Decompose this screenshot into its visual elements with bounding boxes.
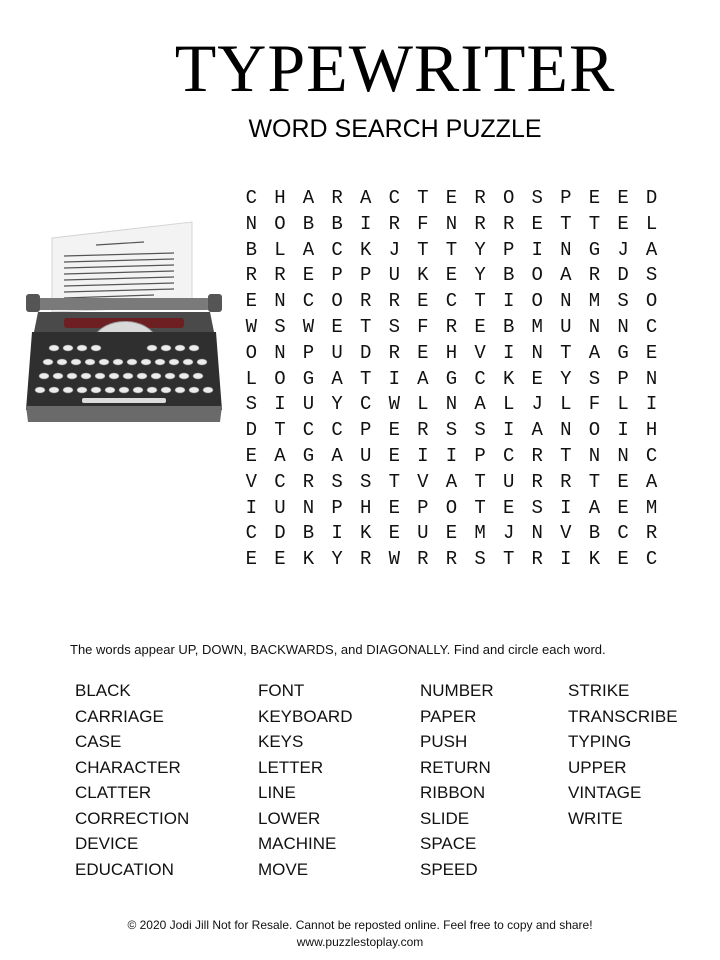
grid-letter: L xyxy=(617,393,629,416)
instructions: The words appear UP, DOWN, BACKWARDS, and DIAGONALLY. Find and circle each word. xyxy=(70,642,606,657)
grid-letter: R xyxy=(502,212,515,235)
grid-letter: A xyxy=(445,470,458,493)
grid-letter: P xyxy=(331,264,343,287)
grid-letter: R xyxy=(245,264,257,287)
grid-letter: E xyxy=(617,212,629,235)
grid-letter: U xyxy=(502,470,515,493)
word-list-item: RETURN xyxy=(420,757,491,777)
grid-letter: A xyxy=(302,187,315,209)
grid-letter: N xyxy=(588,315,601,338)
grid-letter: E xyxy=(645,341,658,364)
grid-letter: C xyxy=(359,393,372,416)
grid-letter: R xyxy=(445,315,458,338)
grid-letter: P xyxy=(359,419,372,442)
grid-letter: K xyxy=(588,548,601,571)
grid-letter: S xyxy=(474,419,486,442)
word-list-item: CARRIAGE xyxy=(75,706,164,726)
grid-letter: U xyxy=(417,522,429,545)
grid-letter: F xyxy=(588,393,601,416)
word-list-item: LINE xyxy=(258,783,296,802)
grid-letter: W xyxy=(245,315,257,338)
grid-letter: C xyxy=(388,187,400,209)
grid-letter: U xyxy=(388,264,400,287)
grid-letter: O xyxy=(588,419,601,442)
grid-letter: T xyxy=(502,548,515,571)
grid-letter: R xyxy=(531,444,543,467)
word-list-item: TRANSCRIBE xyxy=(568,706,678,726)
grid-letter: R xyxy=(560,470,572,493)
grid-letter: R xyxy=(274,264,286,287)
grid-letter: B xyxy=(502,264,515,287)
grid-letter: P xyxy=(617,367,629,390)
grid-letter: A xyxy=(560,264,572,287)
grid-letter: Y xyxy=(560,367,572,390)
grid-letter: E xyxy=(445,187,458,209)
grid-letter: R xyxy=(531,470,543,493)
grid-letter: B xyxy=(502,315,515,338)
grid-letter: E xyxy=(245,290,257,313)
grid-letter: P xyxy=(331,496,343,519)
grid-letter: A xyxy=(417,367,429,390)
grid-letter: C xyxy=(331,238,343,261)
grid-letter: I xyxy=(417,444,429,467)
grid-letter: F xyxy=(417,212,429,235)
grid-letter: K xyxy=(359,238,372,261)
grid-letter: E xyxy=(617,496,629,519)
grid-letter: O xyxy=(502,187,515,209)
grid-letter: R xyxy=(359,290,372,313)
grid-letter: R xyxy=(588,264,601,287)
grid-letter: S xyxy=(531,187,543,209)
grid-letter: N xyxy=(617,315,629,338)
grid-letter: A xyxy=(331,444,343,467)
grid-letter: I xyxy=(274,393,286,416)
grid-letter: T xyxy=(474,496,486,519)
grid-letter: A xyxy=(474,393,486,416)
grid-letter: I xyxy=(331,522,343,545)
grid-letter: A xyxy=(359,187,372,209)
grid-letter: U xyxy=(359,444,372,467)
grid-letter: M xyxy=(474,522,486,545)
grid-letter: S xyxy=(331,470,343,493)
grid-letter: Y xyxy=(331,548,343,571)
word-list-column-2 xyxy=(258,678,352,882)
grid-letter: J xyxy=(617,238,629,261)
grid-letter: V xyxy=(245,470,257,493)
grid-letter: O xyxy=(245,341,257,364)
grid-letter: E xyxy=(388,419,400,442)
grid-letter: S xyxy=(274,315,286,338)
grid-letter: N xyxy=(245,212,257,235)
grid-letter: A xyxy=(645,470,658,493)
grid-letter: I xyxy=(502,290,515,313)
grid-letter: T xyxy=(560,341,572,364)
grid-letter: B xyxy=(331,212,343,235)
grid-letter: E xyxy=(588,187,601,209)
grid-letter: K xyxy=(359,522,372,545)
grid-letter: E xyxy=(245,548,257,571)
grid-letter: N xyxy=(560,419,572,442)
grid-letter: C xyxy=(617,522,629,545)
grid-letter: R xyxy=(474,212,486,235)
grid-letter: S xyxy=(388,315,400,338)
word-list-item: CHARACTER xyxy=(75,757,181,777)
grid-letter: H xyxy=(445,341,458,364)
word-list-item: MOVE xyxy=(258,859,309,879)
grid-letter: T xyxy=(359,367,372,390)
grid-letter: S xyxy=(645,264,658,287)
grid-letter: E xyxy=(388,444,400,467)
grid-letter: E xyxy=(617,470,629,493)
grid-letter: C xyxy=(645,444,658,467)
grid-letter: U xyxy=(331,341,343,364)
grid-letter: N xyxy=(445,393,458,416)
grid-letter: G xyxy=(302,444,315,467)
grid-letter: I xyxy=(560,496,572,519)
grid-letter: S xyxy=(531,496,543,519)
grid-letter: K xyxy=(302,548,315,571)
grid-letter: E xyxy=(302,264,315,287)
grid-letter: F xyxy=(417,315,429,338)
grid-letter: A xyxy=(274,444,286,467)
grid-letter: L xyxy=(274,238,286,261)
word-list-item: EDUCATION xyxy=(75,859,174,879)
word-list-column-3 xyxy=(420,678,494,882)
grid-letter: O xyxy=(531,264,543,287)
grid-letter: Y xyxy=(474,264,486,287)
grid-letter: S xyxy=(474,548,486,571)
word-list-item: CORRECTION xyxy=(75,808,190,828)
grid-letter: E xyxy=(531,367,543,390)
grid-letter: P xyxy=(302,341,315,364)
grid-letter: E xyxy=(274,548,286,571)
grid-letter: A xyxy=(588,496,601,519)
grid-letter: P xyxy=(474,444,486,467)
grid-letter: H xyxy=(645,419,658,442)
grid-letter: N xyxy=(560,290,572,313)
grid-letter: G xyxy=(445,367,458,390)
grid-letter: R xyxy=(417,548,429,571)
grid-letter: C xyxy=(274,470,286,493)
grid-letter: T xyxy=(274,419,286,442)
word-list-item: STRIKE xyxy=(568,681,630,700)
grid-letter: R xyxy=(645,522,658,545)
grid-letter: T xyxy=(560,444,572,467)
grid-letter: W xyxy=(388,548,400,571)
copyright-notice: © 2020 Jodi Jill Not for Resale. Cannot be reposted online. Feel free to copy and share! xyxy=(127,918,593,932)
word-list-item: LETTER xyxy=(258,757,324,777)
grid-letter: C xyxy=(302,290,315,313)
grid-letter: I xyxy=(617,419,629,442)
grid-letter: E xyxy=(331,315,343,338)
word-list-item: TYPING xyxy=(568,732,632,751)
word-list-item: BLACK xyxy=(75,681,131,700)
page-title: TYPEWRITER xyxy=(174,30,616,106)
grid-letter: G xyxy=(302,367,315,390)
word-list-item: LOWER xyxy=(258,808,321,828)
word-list-item: UPPER xyxy=(568,757,627,777)
grid-letter: E xyxy=(445,264,458,287)
word-list-item: PAPER xyxy=(420,706,477,726)
grid-letter: R xyxy=(474,187,486,209)
grid-letter: E xyxy=(388,522,400,545)
word-list-item: SPEED xyxy=(420,859,478,879)
grid-letter: C xyxy=(245,187,257,209)
grid-letter: R xyxy=(388,212,400,235)
grid-letter: I xyxy=(445,444,458,467)
grid-letter: T xyxy=(445,238,458,261)
word-list-item: KEYBOARD xyxy=(258,706,353,726)
grid-letter: R xyxy=(331,187,343,209)
grid-letter: I xyxy=(388,367,400,390)
grid-letter: B xyxy=(302,212,315,235)
grid-letter: V xyxy=(474,341,486,364)
grid-letter: P xyxy=(560,187,572,209)
grid-letter: I xyxy=(531,238,543,261)
grid-letter: G xyxy=(617,341,629,364)
grid-letter: A xyxy=(331,367,343,390)
grid-letter: J xyxy=(502,522,515,545)
word-list-item: RIBBON xyxy=(420,783,486,802)
grid-letter: T xyxy=(388,470,400,493)
grid-letter: S xyxy=(617,290,629,313)
grid-letter: N xyxy=(588,444,601,467)
grid-letter: L xyxy=(245,367,257,390)
word-list-item: CASE xyxy=(75,732,122,751)
grid-letter: N xyxy=(302,496,315,519)
grid-letter: T xyxy=(417,238,429,261)
grid-letter: E xyxy=(474,315,486,338)
grid-letter: R xyxy=(445,548,458,571)
grid-letter: I xyxy=(502,419,515,442)
grid-letter: B xyxy=(588,522,601,545)
grid-letter: O xyxy=(274,367,286,390)
grid-letter: T xyxy=(359,315,372,338)
grid-letter: O xyxy=(274,212,286,235)
word-list-item: PUSH xyxy=(420,732,468,751)
grid-letter: E xyxy=(617,187,629,209)
grid-letter: M xyxy=(645,496,658,519)
typewriter-illustration xyxy=(24,220,224,425)
grid-letter: R xyxy=(388,341,400,364)
grid-letter: R xyxy=(302,470,315,493)
grid-letter: N xyxy=(560,238,572,261)
grid-letter: D xyxy=(274,522,286,545)
grid-letter: C xyxy=(502,444,515,467)
grid-letter: E xyxy=(245,444,257,467)
word-list-column-4 xyxy=(568,678,678,831)
word-list-item: VINTAGE xyxy=(568,783,642,802)
grid-letter: L xyxy=(502,393,515,416)
website-url: www.puzzlestoplay.com xyxy=(296,935,424,949)
grid-letter: O xyxy=(331,290,343,313)
grid-letter: C xyxy=(645,548,658,571)
word-list-item: WRITE xyxy=(568,808,623,828)
grid-letter: N xyxy=(531,522,543,545)
grid-letter: P xyxy=(502,238,515,261)
grid-letter: H xyxy=(274,187,286,209)
word-list-item: NUMBER xyxy=(420,681,494,700)
grid-letter: V xyxy=(417,470,429,493)
grid-letter: C xyxy=(245,522,257,545)
grid-letter: W xyxy=(302,315,315,338)
grid-letter: U xyxy=(302,393,315,416)
word-list-item: CLATTER xyxy=(75,783,152,802)
grid-letter: U xyxy=(274,496,286,519)
word-list-item: FONT xyxy=(258,681,305,700)
grid-letter: S xyxy=(359,470,372,493)
grid-letter: A xyxy=(588,341,601,364)
grid-letter: G xyxy=(588,238,601,261)
grid-letter: T xyxy=(588,212,601,235)
grid-letter: B xyxy=(245,238,257,261)
grid-letter: D xyxy=(645,187,658,209)
grid-letter: P xyxy=(359,264,372,287)
grid-letter: A xyxy=(531,419,543,442)
grid-letter: C xyxy=(302,419,315,442)
grid-letter: Y xyxy=(474,238,486,261)
grid-letter: K xyxy=(502,367,515,390)
grid-letter: S xyxy=(445,419,458,442)
grid-letter: D xyxy=(359,341,372,364)
word-list-item: SLIDE xyxy=(420,808,470,828)
grid-letter: R xyxy=(417,419,429,442)
word-list-column-1 xyxy=(75,678,189,882)
grid-letter: J xyxy=(388,238,400,261)
grid-letter: C xyxy=(331,419,343,442)
grid-letter: P xyxy=(417,496,429,519)
grid-letter: E xyxy=(445,522,458,545)
grid-letter: L xyxy=(560,393,572,416)
grid-letter: N xyxy=(645,367,658,390)
word-list-item: DEVICE xyxy=(75,834,139,853)
grid-letter: I xyxy=(560,548,572,571)
grid-letter: E xyxy=(417,290,429,313)
letter-grid xyxy=(237,186,666,573)
grid-letter: T xyxy=(588,470,601,493)
grid-letter: E xyxy=(617,548,629,571)
grid-letter: L xyxy=(645,212,658,235)
grid-letter: R xyxy=(531,548,543,571)
grid-letter: R xyxy=(359,548,372,571)
grid-letter: N xyxy=(531,341,543,364)
grid-letter: O xyxy=(645,290,658,313)
grid-letter: O xyxy=(445,496,458,519)
grid-letter: T xyxy=(474,290,486,313)
grid-letter: N xyxy=(274,290,286,313)
grid-letter: C xyxy=(645,315,658,338)
grid-letter: H xyxy=(359,496,372,519)
grid-letter: I xyxy=(645,393,658,416)
grid-letter: Y xyxy=(331,393,343,416)
grid-letter: U xyxy=(560,315,572,338)
grid-letter: C xyxy=(474,367,486,390)
grid-letter: S xyxy=(245,393,257,416)
grid-letter: N xyxy=(274,341,286,364)
grid-letter: L xyxy=(417,393,429,416)
grid-letter: T xyxy=(560,212,572,235)
grid-letter: I xyxy=(359,212,372,235)
word-list-item: SPACE xyxy=(420,834,477,853)
grid-letter: J xyxy=(531,393,543,416)
page-subtitle: WORD SEARCH PUZZLE xyxy=(248,115,542,143)
grid-letter: N xyxy=(445,212,458,235)
grid-letter: D xyxy=(617,264,629,287)
grid-letter: E xyxy=(502,496,515,519)
grid-letter: O xyxy=(531,290,543,313)
grid-letter: M xyxy=(588,290,601,313)
grid-letter: S xyxy=(588,367,601,390)
grid-letter: E xyxy=(417,341,429,364)
grid-letter: T xyxy=(474,470,486,493)
grid-letter: E xyxy=(531,212,543,235)
word-list-item: KEYS xyxy=(258,732,304,751)
grid-letter: D xyxy=(245,419,257,442)
grid-letter: B xyxy=(302,522,315,545)
grid-letter: I xyxy=(502,341,515,364)
grid-letter: R xyxy=(388,290,400,313)
grid-letter: N xyxy=(617,444,629,467)
grid-letter: T xyxy=(417,187,429,209)
grid-letter: E xyxy=(388,496,400,519)
grid-letter: I xyxy=(245,496,257,519)
grid-letter: A xyxy=(645,238,658,261)
grid-letter: V xyxy=(560,522,572,545)
grid-letter: K xyxy=(417,264,429,287)
grid-letter: A xyxy=(302,238,315,261)
grid-letter: C xyxy=(445,290,458,313)
grid-letter: M xyxy=(531,315,543,338)
word-list-item: MACHINE xyxy=(258,834,337,853)
grid-letter: W xyxy=(388,393,400,416)
